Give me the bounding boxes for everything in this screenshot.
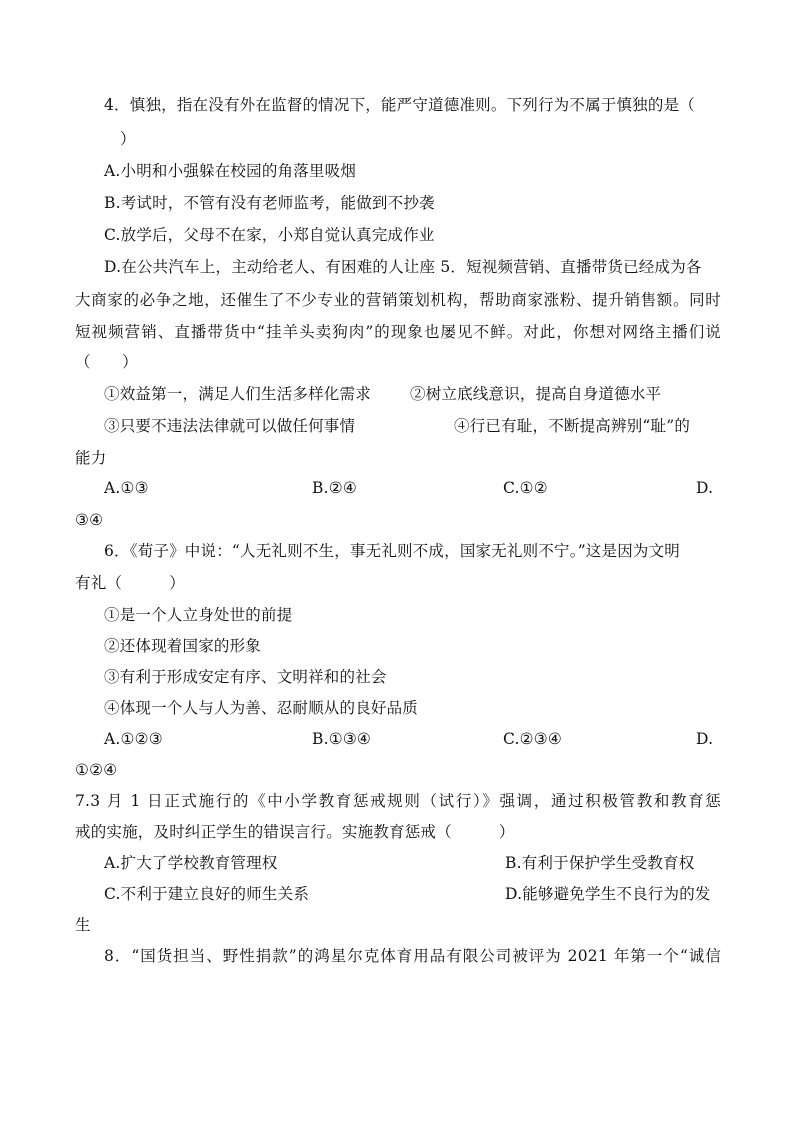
q6-option-d: D. bbox=[696, 730, 714, 748]
q7-option-c: C.不利于建立良好的师生关系 bbox=[104, 885, 310, 903]
q6-statement-1: ①是一个人立身处世的前提 bbox=[104, 606, 293, 624]
q7-option-d: D.能够避免学生不良行为的发 bbox=[505, 885, 711, 903]
q6-statement-4: ④体现一个人与人为善、忍耐顺从的良好品质 bbox=[104, 699, 419, 717]
q6-stem-line1: 6．《荀子》中说：“人无礼则不生，事无礼则不成，国家无礼则不宁。”这是因为文明 bbox=[104, 542, 681, 560]
q7-stem-line1: 7.3 月 1 日正式施行的《中小学教育惩戒规则（试行）》强调，通过积极管教和教育惩 bbox=[75, 792, 721, 810]
q7-option-d-continued: 生 bbox=[75, 916, 91, 934]
q5-stem-line3: 短视频营销、直播带货中“挂羊头卖狗肉”的现象也屡见不鲜。对此，你想对网络主播们说 bbox=[75, 323, 721, 341]
q7-option-a: A.扩大了学校教育管理权 bbox=[104, 854, 278, 872]
q4-stem-line2: ） bbox=[120, 130, 136, 148]
q4-stem-line1: 4．慎独，指在没有外在监督的情况下，能严守道德准则。下列行为不属于慎独的是（ bbox=[104, 96, 695, 114]
q5-statement-4: ④行已有耻，不断提高辨别“耻”的 bbox=[454, 417, 691, 435]
q4-option-b: B.考试时，不管有没有老师监考，能做到不抄袭 bbox=[104, 194, 435, 212]
q6-option-a: A.①②③ bbox=[104, 730, 163, 748]
q8-stem-line1: 8．“国货担当、野性捐款”的鸿星尔克体育用品有限公司被评为 2021 年第一个“诚信 bbox=[104, 947, 721, 965]
q5-stem-line2: 大商家的必争之地，还催生了不少专业的营销策划机构，帮助商家涨粉、提升销售额。同时 bbox=[75, 291, 721, 309]
q5-answer-bracket: （ ） bbox=[75, 353, 138, 371]
q4-option-d: D.在公共汽车上，主动给老人、有困难的人让座 5．短视频营销、直播带货已经成为各 bbox=[104, 258, 702, 276]
q6-option-c: C.②③④ bbox=[503, 730, 562, 748]
q5-option-c: C.①② bbox=[503, 479, 548, 497]
q4-option-c: C.放学后，父母不在家，小郑自觉认真完成作业 bbox=[104, 226, 435, 244]
q6-statement-2: ②还体现着国家的形象 bbox=[104, 637, 262, 655]
q5-statement-2: ②树立底线意识，提高自身道德水平 bbox=[410, 385, 662, 403]
q6-option-b: B.①③④ bbox=[312, 730, 372, 748]
q5-option-d-continued: ③④ bbox=[75, 511, 104, 529]
q7-option-b: B.有利于保护学生受教育权 bbox=[505, 854, 695, 872]
q4-option-a: A.小明和小强躲在校园的角落里吸烟 bbox=[104, 162, 357, 180]
q6-stem-line2: 有礼（ ） bbox=[75, 574, 185, 592]
q5-statement-1: ①效益第一，满足人们生活多样化需求 bbox=[104, 385, 371, 403]
q5-option-d: D. bbox=[696, 479, 714, 497]
q6-statement-3: ③有利于形成安定有序、文明祥和的社会 bbox=[104, 668, 387, 686]
q5-statement-4-continued: 能力 bbox=[75, 449, 107, 467]
q5-option-a: A.①③ bbox=[104, 479, 149, 497]
q5-option-b: B.②④ bbox=[312, 479, 357, 497]
q5-statement-3: ③只要不违法法律就可以做任何事情 bbox=[104, 417, 356, 435]
q7-stem-line2: 戒的实施，及时纠正学生的错误言行。实施教育惩戒（ ） bbox=[75, 823, 515, 841]
q6-option-d-continued: ①②④ bbox=[75, 761, 118, 779]
